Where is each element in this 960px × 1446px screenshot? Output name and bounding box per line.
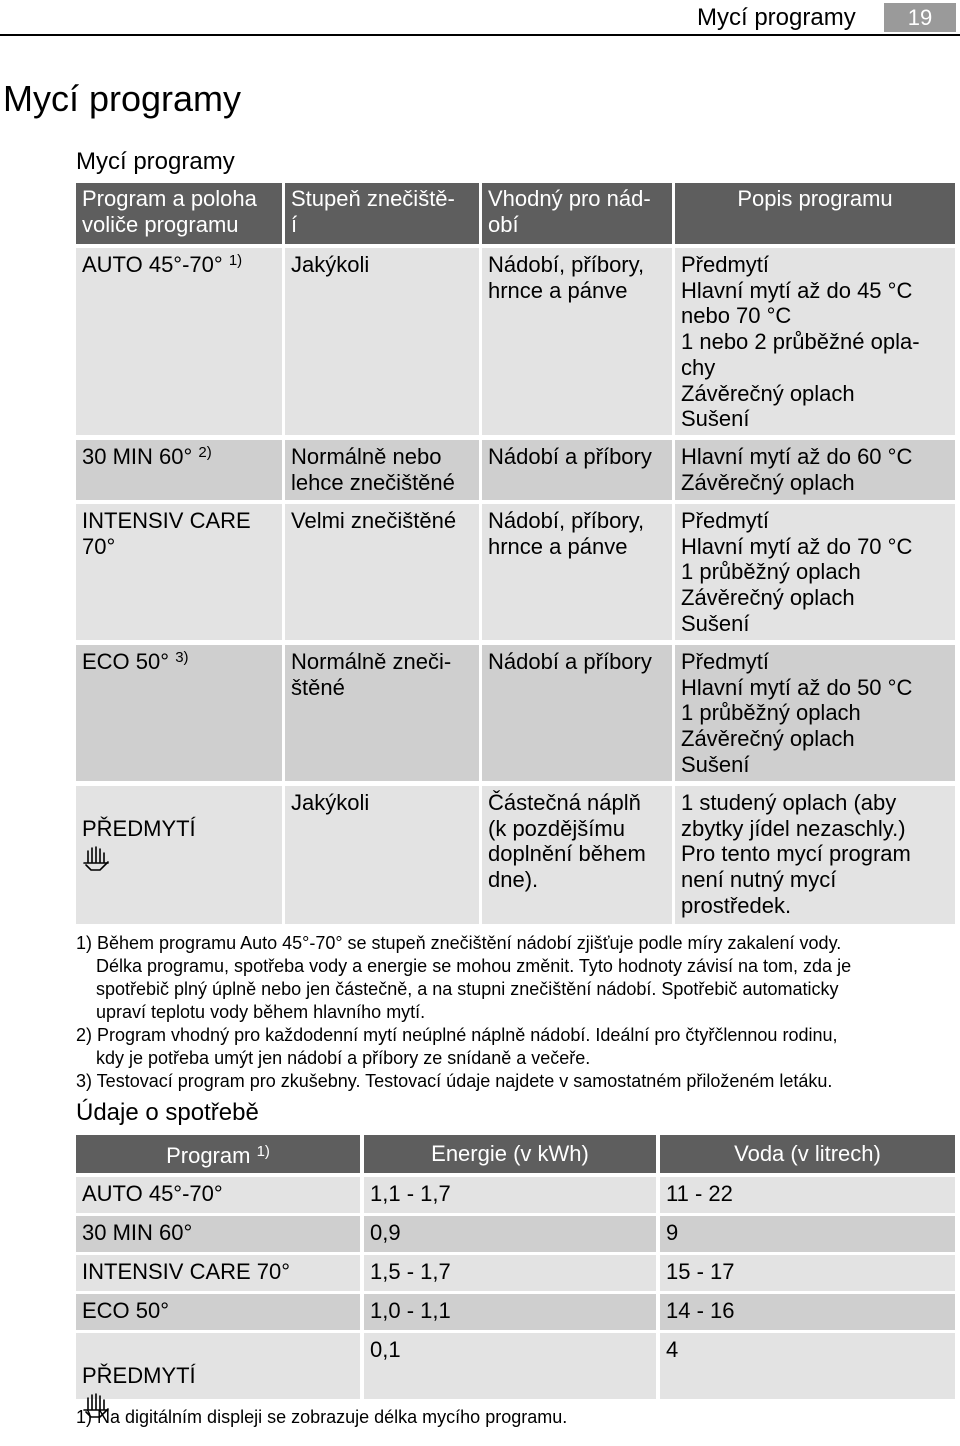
consumption-energy-cell: 1,1 - 1,7: [364, 1177, 656, 1213]
consumption-energy-cell: 0,9: [364, 1216, 656, 1252]
program-cell: AUTO 45°-70° $^{1)}$: [76, 248, 282, 435]
consumption-program-cell: ECO 50°: [76, 1294, 360, 1330]
col-header-water: Voda (v litrech): [660, 1135, 955, 1173]
program-cell: 30 MIN 60° $^{2)}$: [76, 440, 282, 500]
description-cell: Předmytí Hlavní mytí až do 70 °C 1 průběžný oplach Závěrečný oplach Sušení: [675, 504, 955, 640]
description-cell: Předmytí Hlavní mytí až do 50 °C 1 průběžný oplach Závěrečný oplach Sušení: [675, 645, 955, 781]
consumption-program-cell: PŘEDMYTÍ: [76, 1333, 360, 1399]
program-cell: ECO 50° $^{3)}$: [76, 645, 282, 781]
program-cell: PŘEDMYTÍ: [76, 786, 282, 924]
dishes-cell: Nádobí, příbory, hrnce a pánve: [482, 248, 672, 435]
page-title: Mycí programy: [3, 78, 242, 119]
soil-cell: Normálně zneči- štěné: [285, 645, 479, 781]
consumption-energy-cell: 1,0 - 1,1: [364, 1294, 656, 1330]
running-header-title: Mycí programy: [697, 4, 856, 31]
col-header-description: Popis programu: [675, 183, 955, 244]
program-cell: INTENSIV CARE 70°: [76, 504, 282, 640]
consumption-program-cell: AUTO 45°-70°: [76, 1177, 360, 1213]
consumption-water-cell: 15 - 17: [660, 1255, 955, 1291]
page-number: 19: [884, 3, 956, 32]
col-header-program: Program a poloha voliče programu: [76, 183, 282, 244]
col-header-dishes: Vhodný pro nád- obí: [482, 183, 672, 244]
consumption-energy-cell: 0,1: [364, 1333, 656, 1399]
consumption-footnote: 1) Na digitálním displeji se zobrazuje délka mycího programu.: [76, 1407, 568, 1427]
description-cell: Předmytí Hlavní mytí až do 45 °C nebo 70 °C 1 nebo 2 průběžné opla- chy Závěrečný oplach Sušení: [675, 248, 955, 435]
footnote-2: 2) Program vhodný pro každodenní mytí neúplné náplně nádobí. Ideální pro čtyřčlennou rodinu, kdy je potřeba umýt jen nádobí a příbory ze snídaně a večeře.: [76, 1025, 838, 1068]
section-title-consumption: Údaje o spotřebě: [76, 1099, 259, 1126]
consumption-water-cell: 9: [660, 1216, 955, 1252]
soil-cell: Jakýkoli: [285, 248, 479, 435]
dishes-cell: Nádobí a příbory: [482, 645, 672, 781]
soil-cell: Velmi znečištěné: [285, 504, 479, 640]
dishes-cell: Nádobí, příbory, hrnce a pánve: [482, 504, 672, 640]
dishes-cell: Částečná náplň (k pozdějšímu doplnění během dne).: [482, 786, 672, 924]
description-cell: 1 studený oplach (aby zbytky jídel nezaschly.) Pro tento mycí program není nutný mycí prostředek.: [675, 786, 955, 924]
footnote-1: 1) Během programu Auto 45°-70° se stupeň znečištění nádobí zjišťuje podle míry zakalení vody. Délka programu, spotřeba vody a energie se mohou změnit. Tyto hodnoty závisí na tom, zda je spotřebič plný úplně nebo jen částečně, a na stupni znečištění nádobí. Spotřebič automaticky upraví teplotu vody během hlavního mytí.: [76, 933, 852, 1022]
prewash-hand-spray-icon: [82, 843, 112, 873]
consumption-program-cell: INTENSIV CARE 70°: [76, 1255, 360, 1291]
soil-cell: Normálně nebo lehce znečištěné: [285, 440, 479, 500]
consumption-program-cell: 30 MIN 60°: [76, 1216, 360, 1252]
consumption-water-cell: 14 - 16: [660, 1294, 955, 1330]
header-rule: [0, 34, 960, 36]
dishes-cell: Nádobí a příbory: [482, 440, 672, 500]
consumption-energy-cell: 1,5 - 1,7: [364, 1255, 656, 1291]
consumption-water-cell: 4: [660, 1333, 955, 1399]
description-cell: Hlavní mytí až do 60 °C Závěrečný oplach: [675, 440, 955, 500]
col-header-program: Program $^{1)}$: [76, 1135, 360, 1173]
consumption-water-cell: 11 - 22: [660, 1177, 955, 1213]
col-header-soil: Stupeň znečiště- í: [285, 183, 479, 244]
footnote-3: 3) Testovací program pro zkušebny. Testovací údaje najdete v samostatném přiloženém letáku.: [76, 1071, 833, 1091]
soil-cell: Jakýkoli: [285, 786, 479, 924]
col-header-energy: Energie (v kWh): [364, 1135, 656, 1173]
section-title-programs: Mycí programy: [76, 148, 235, 175]
